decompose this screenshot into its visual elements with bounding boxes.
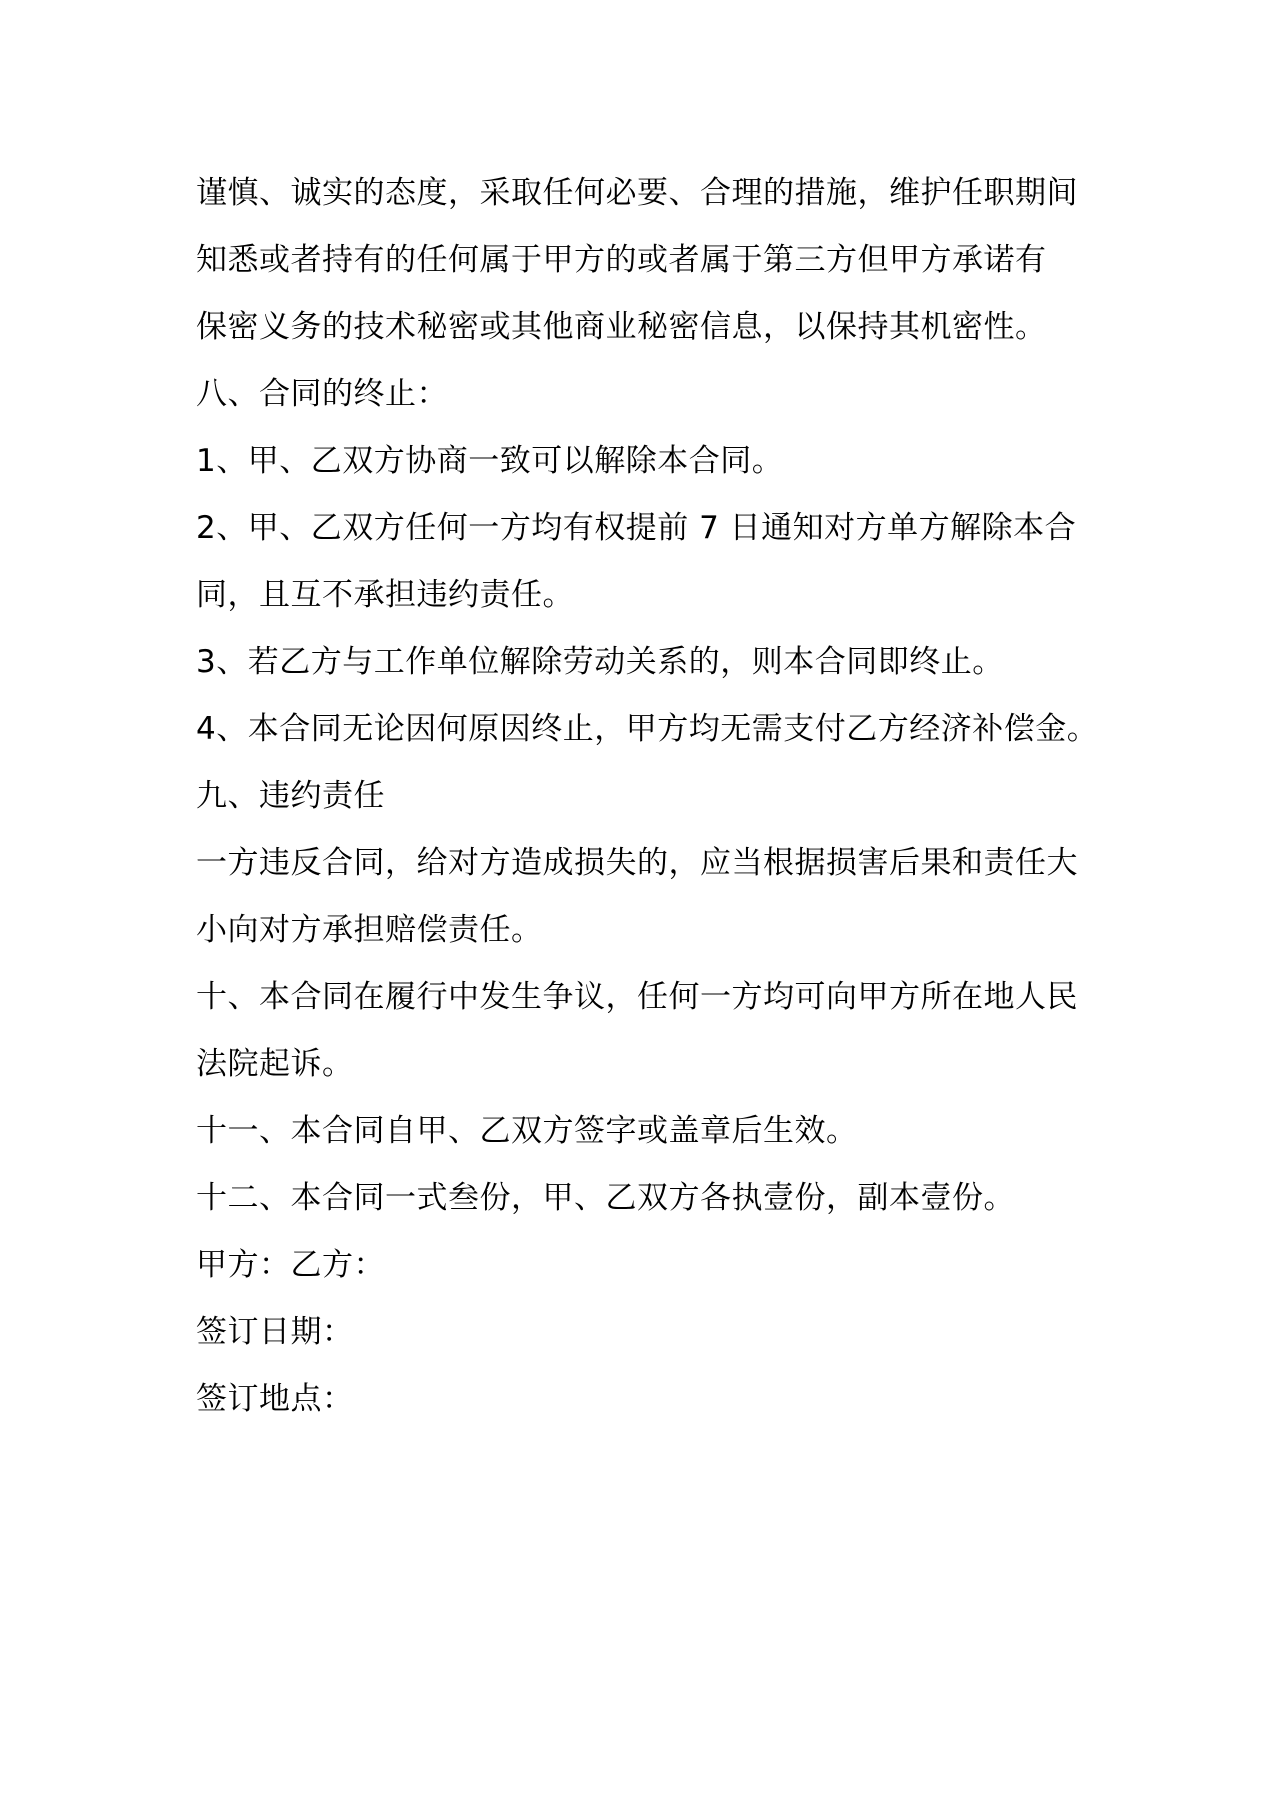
section-heading-termination: 八、合同的终止： <box>196 376 448 412</box>
clause-dispute-line-2: 法院起诉。 <box>196 1046 354 1082</box>
section-heading-liability: 九、违约责任 <box>196 778 385 814</box>
signing-location: 签订地点： <box>196 1381 354 1417</box>
signing-date: 签订日期： <box>196 1314 354 1350</box>
clause-termination-2-line-1: 2、甲、乙双方任何一方均有权提前 7 日通知对方单方解除本合 <box>196 510 1077 546</box>
clause-termination-1: 1、甲、乙双方协商一致可以解除本合同。 <box>196 443 784 479</box>
paragraph-confidentiality-line-1: 谨慎、诚实的态度，采取任何必要、合理的措施，维护任职期间 <box>196 175 1078 211</box>
clause-copies: 十二、本合同一式叁份，甲、乙双方各执壹份，副本壹份。 <box>196 1180 1015 1216</box>
paragraph-confidentiality-line-3: 保密义务的技术秘密或其他商业秘密信息，以保持其机密性。 <box>196 309 1047 345</box>
document-body <box>196 160 1099 1433</box>
clause-termination-4: 4、本合同无论因何原因终止，甲方均无需支付乙方经济补偿金。 <box>196 711 1099 747</box>
clause-dispute-line-1: 十、本合同在履行中发生争议，任何一方均可向甲方所在地人民 <box>196 979 1078 1015</box>
signature-parties: 甲方：乙方： <box>196 1247 385 1283</box>
clause-effective: 十一、本合同自甲、乙双方签字或盖章后生效。 <box>196 1113 858 1149</box>
clause-liability-line-2: 小向对方承担赔偿责任。 <box>196 912 543 948</box>
paragraph-confidentiality-line-2: 知悉或者持有的任何属于甲方的或者属于第三方但甲方承诺有 <box>196 242 1047 278</box>
clause-termination-3: 3、若乙方与工作单位解除劳动关系的，则本合同即终止。 <box>196 644 1004 680</box>
clause-liability-line-1: 一方违反合同，给对方造成损失的，应当根据损害后果和责任大 <box>196 845 1078 881</box>
clause-termination-2-line-2: 同，且互不承担违约责任。 <box>196 577 574 613</box>
